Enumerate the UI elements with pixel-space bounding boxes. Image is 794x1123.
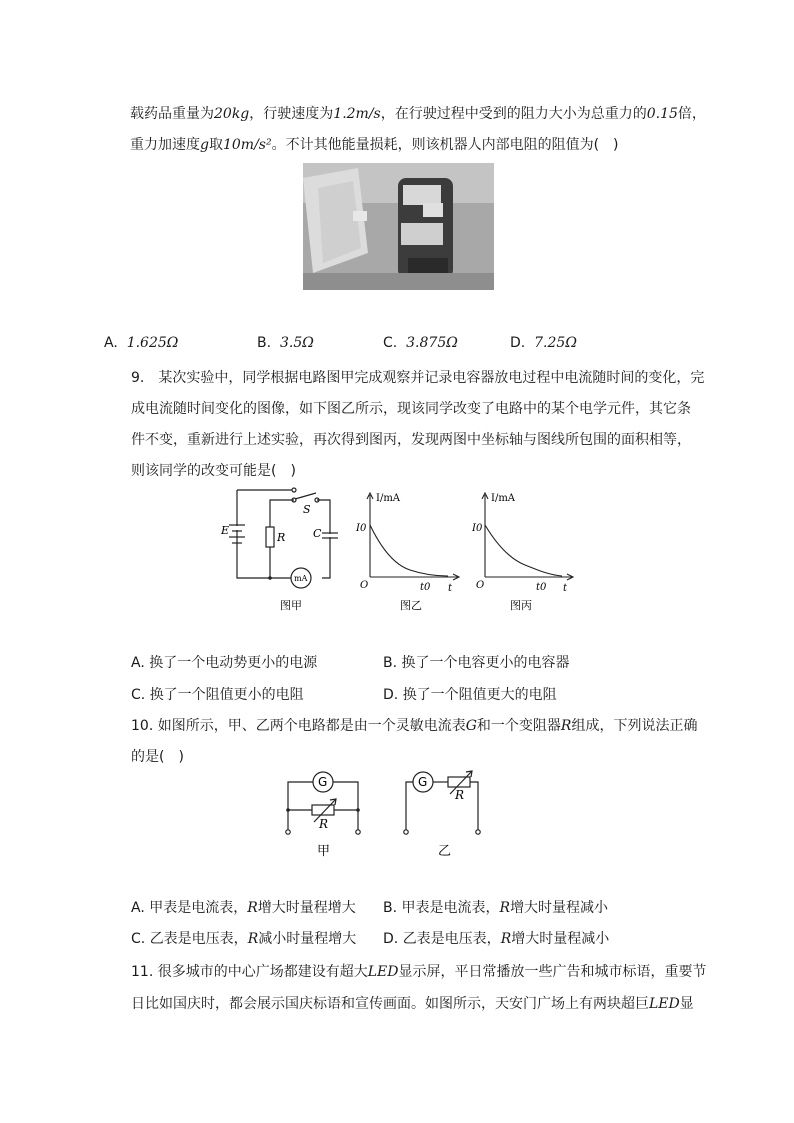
q11-line2: 日比如国庆时，都会展示国庆标语和宣传画面。如图所示，天安门广场上有两块超巨LED显	[131, 996, 694, 1012]
q10-option-d[interactable]: D. 乙表是电压表，R增大时量程减小	[383, 931, 610, 947]
fig-yi-G: G	[418, 775, 428, 789]
circuit-S-label: S	[303, 503, 311, 516]
q9-line3: 件不变，重新进行上述实验，再次得到图丙，发现两图中坐标轴与图线所包围的面积相等，	[131, 432, 691, 448]
q9-figures	[210, 485, 580, 615]
graph-yi-caption: 图乙	[400, 599, 422, 612]
fig-yi	[404, 771, 480, 834]
q10-figures	[278, 765, 493, 865]
circuit-R-label: R	[277, 531, 286, 544]
graph-yi-ylabel: I/mA	[376, 493, 401, 504]
graph-yi-O: O	[360, 580, 369, 591]
fig-yi-R: R	[455, 788, 465, 802]
graph-bing-caption: 图丙	[510, 599, 532, 612]
q10-line2: 的是( )	[131, 749, 184, 765]
robot-photo	[303, 163, 494, 290]
graph-bing-I0: I0	[472, 523, 483, 534]
graph-bing-ylabel: I/mA	[491, 493, 516, 504]
circuit-meter-label: mA	[294, 574, 308, 583]
q8-option-d[interactable]: D. 7.25Ω	[510, 335, 577, 351]
q8-option-c[interactable]: C. 3.875Ω	[383, 335, 458, 351]
q9-option-c[interactable]: C. 换了一个阻值更小的电阻	[131, 687, 304, 703]
q9-option-b[interactable]: B. 换了一个电容更小的电容器	[383, 655, 570, 671]
fig-jia-G: G	[318, 775, 328, 789]
graph-bing	[482, 493, 573, 580]
q10-option-b[interactable]: B. 甲表是电流表，R增大时量程减小	[383, 900, 609, 916]
q11-line1: 11. 很多城市的中心广场都建设有超大LED显示屏，平日常播放一些广告和城市标语，重要节	[131, 964, 707, 980]
q9-option-d[interactable]: D. 换了一个阻值更大的电阻	[383, 687, 557, 703]
circuit-E-label: E	[221, 524, 230, 537]
graph-yi-t: t	[448, 583, 453, 594]
q8-option-b[interactable]: B. 3.5Ω	[257, 335, 314, 351]
q9-option-a[interactable]: A. 换了一个电动势更小的电源	[131, 655, 318, 671]
q10-line1: 10. 如图所示，甲、乙两个电路都是由一个灵敏电流表G和一个变阻器R组成，下列说法正确	[131, 718, 698, 734]
graph-bing-t0: t0	[536, 582, 547, 593]
graph-bing-O: O	[476, 580, 485, 591]
graph-bing-t: t	[563, 583, 568, 594]
q8-line1: 载药品重量为20kg，行驶速度为1.2m/s，在行驶过程中受到的阻力大小为总重力的0.15倍，	[130, 106, 706, 122]
q10-option-c[interactable]: C. 乙表是电压表，R减小时量程增大	[131, 931, 357, 947]
q8-option-a[interactable]: A. 1.625Ω	[104, 335, 179, 351]
q8-line2: 重力加速度g取10m/s²。不计其他能量损耗，则该机器人内部电阻的阻值为( )	[130, 137, 619, 153]
graph-yi-I0: I0	[356, 523, 367, 534]
q9-line1: 9. 某次实验中，同学根据电路图甲完成观察并记录电容器放电过程中电流随时间的变化，完	[131, 370, 705, 386]
q9-line4: 则该同学的改变可能是( )	[131, 463, 296, 479]
q9-line2: 成电流随时间变化的图像，如下图乙所示，现该同学改变了电路中的某个电学元件，其它条	[131, 401, 691, 417]
q10-option-a[interactable]: A. 甲表是电流表，R增大时量程增大	[131, 900, 356, 916]
circuit-caption: 图甲	[280, 599, 302, 612]
fig-jia-caption: 甲	[317, 844, 331, 859]
graph-yi-t0: t0	[420, 582, 431, 593]
circuit-C-label: C	[313, 527, 322, 540]
fig-jia-R: R	[319, 817, 329, 831]
fig-yi-caption: 乙	[438, 844, 452, 859]
graph-yi	[367, 493, 459, 580]
